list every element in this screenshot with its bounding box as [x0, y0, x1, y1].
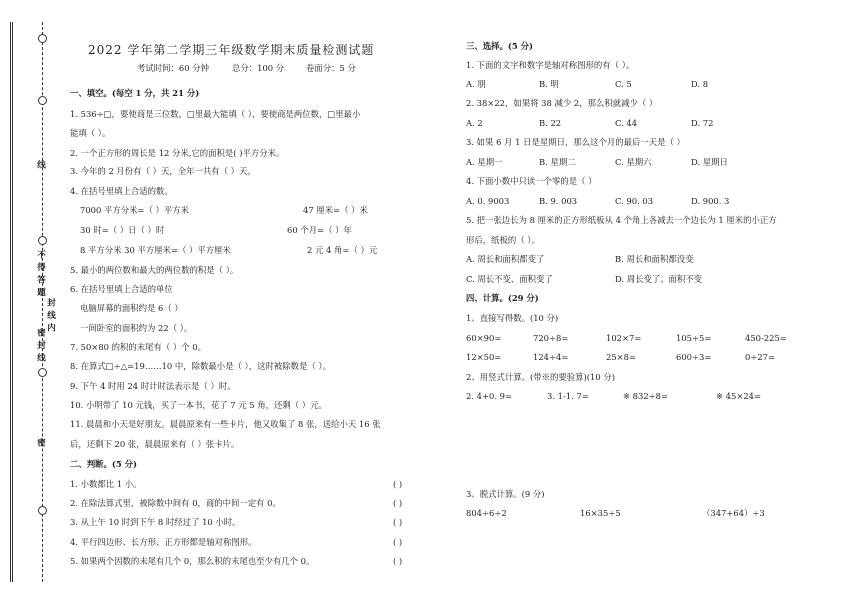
q4-row3-b: 2 元 4 角=（ ）元: [307, 245, 378, 255]
calc-r1-4: 105÷5=: [676, 333, 712, 343]
choice-q4-option-d[interactable]: D. 900. 3: [691, 196, 730, 206]
vertical-calc-3: ※ 832÷8=: [623, 391, 669, 401]
q9: 9. 下午 4 时用 24 时计时法表示是（ ）时。: [70, 381, 236, 391]
q6-a: 电脑屏幕的面积约是 6（ ）: [80, 303, 183, 313]
choice-q1: 1. 下面的文字和数字是轴对称图形的有（ ）。: [466, 60, 635, 70]
q7: 7. 50×80 的积的末尾有（ ）个 0。: [70, 342, 207, 352]
calc-r2-4: 600÷3=: [676, 352, 712, 362]
q11-line-1: 11. 晨晨和小天是好朋友。晨晨原来有一些卡片，他又收集了 8 张，送给小天 16 张: [70, 419, 381, 429]
choice-q4-option-b[interactable]: B. 9. 003: [539, 196, 578, 206]
exam-total: 总分：100 分: [232, 63, 285, 73]
choice-q3: 3. 如果 6 月 1 日是星期日，那么这个月的最后一天是（ ）: [466, 137, 685, 147]
choice-q1-option-b[interactable]: B. 明: [539, 79, 559, 89]
section-3-title: 三、选择。(5 分): [466, 41, 533, 51]
q4: 4. 在括号里填上合适的数。: [70, 186, 173, 196]
vertical-calc-1: 2. 4+0. 9=: [466, 391, 512, 401]
q2: 2. 一个正方形的周长是 12 分米,它的面积是( )平方分米。: [70, 148, 285, 158]
judge-item-2: 2. 在除法算式里，被除数中间有 0，商的中间一定有 0。: [70, 498, 281, 508]
choice-q5-option-b[interactable]: B. 周长和面积都没变: [615, 254, 694, 264]
section-2-title: 二、判断。(5 分): [70, 459, 137, 469]
binding-hole-1: [38, 34, 47, 43]
q10: 10. 小明带了 10 元钱，买了一本书，花了 7 元 5 角，还剩（ ）元。: [70, 400, 327, 410]
choice-q2-option-b[interactable]: B. 22: [539, 118, 562, 128]
q6: 6. 在括号里填上合适的单位: [70, 284, 173, 294]
binding-outer-line: [10, 22, 11, 582]
choice-q3-option-b[interactable]: B. 星期二: [539, 157, 576, 167]
q4-row1-a: 7000 平方分米=（ ）平方米: [80, 205, 190, 215]
binding-text-inside: 封线内: [45, 298, 56, 336]
vertical-calc-2: 3. 1-1. 7=: [547, 391, 589, 401]
choice-q4: 4. 下面小数中只读一个零的是（ ）: [466, 176, 597, 186]
binding-dashed-line: [42, 22, 43, 582]
binding-outer-line-2: [12, 22, 13, 582]
choice-q2-option-d[interactable]: D. 72: [691, 118, 714, 128]
choice-q1-option-c[interactable]: C. 5: [615, 79, 632, 89]
judge-item-3: 3. 从上午 10 时到下午 8 时经过了 10 小时。: [70, 517, 241, 527]
binding-char-mi: 密: [35, 438, 46, 447]
calc-r1-1: 60×90=: [466, 333, 502, 343]
judge-paren-5[interactable]: ( ): [393, 556, 403, 566]
choice-q4-option-a[interactable]: A. 0. 9003: [466, 196, 510, 206]
choice-q5-option-d[interactable]: D. 周长变了、面积不变: [615, 274, 703, 284]
calc-part-2-title: 2、用竖式计算。(带※的要验算)(10 分): [466, 372, 615, 382]
section-4-title: 四、计算。(29 分): [466, 293, 539, 303]
judge-item-1: 1. 小数都比 1 小。: [70, 479, 142, 489]
q3: 3. 今年的 2 月份有（ ）天，全年一共有（ ）天。: [70, 166, 256, 176]
section-1-title: 一、填空。(每空 1 分，共 21 分): [70, 88, 200, 98]
calc-r2-1: 12×50=: [466, 352, 502, 362]
choice-q5-line-2: 形后，纸板的（ ）。: [466, 235, 540, 245]
binding-text-no-answer: 不得答题: [35, 250, 46, 300]
choice-q2-option-c[interactable]: C. 44: [615, 118, 638, 128]
judge-item-4: 4. 平行四边形、长方形、正方形都是轴对称图形。: [70, 537, 257, 547]
calc-r2-3: 25×8=: [606, 352, 637, 362]
choice-q5-line-1: 5. 把一张边长为 8 厘米的正方形纸板从 4 个角上各减去一个边长为 1 厘米的小正方: [466, 215, 777, 225]
choice-q2-option-a[interactable]: A. 2: [466, 118, 483, 128]
binding-text-seal-line: 密封线: [35, 328, 46, 366]
calc-part-3-title: 3、脱式计算。(9 分): [466, 489, 545, 499]
binding-hole-5: [38, 506, 47, 515]
binding-char-xian: 线: [35, 160, 46, 169]
calc-r2-2: 124÷4=: [533, 352, 569, 362]
choice-q1-option-a[interactable]: A. 朋: [466, 79, 486, 89]
q4-row2-b: 60 个月=（ ）年: [287, 225, 352, 235]
binding-hole-4: [38, 368, 47, 377]
q8: 8. 在算式□÷△=19……10 中，除数最小是（ ），这时被除数是（ ）。: [70, 361, 331, 371]
binding-hole-2: [38, 96, 47, 105]
choice-q5-option-a[interactable]: A. 周长和面积都变了: [466, 254, 545, 264]
calc-r1-5: 450-225=: [745, 333, 787, 343]
exam-title: 2022 学年第二学期三年级数学期末质量检测试题: [88, 43, 375, 57]
q4-row3-a: 8 平方分米 30 平方厘米=（ ）平方厘米: [80, 245, 231, 255]
judge-paren-3[interactable]: ( ): [393, 517, 403, 527]
calc-part-1-title: 1、直接写得数。(10 分): [466, 313, 559, 323]
choice-q3-option-d[interactable]: D. 星期日: [691, 157, 728, 167]
judge-paren-4[interactable]: ( ): [393, 537, 403, 547]
choice-q2: 2. 38×22，如果将 38 减少 2，那么积就减少（ ）: [466, 98, 658, 108]
calc-r1-2: 720÷8=: [533, 333, 569, 343]
step-calc-1: 804÷6÷2: [466, 508, 507, 518]
calc-r2-5: 0÷27=: [745, 352, 776, 362]
step-calc-3: （347+64）÷3: [702, 508, 765, 518]
q6-b: 一间卧室的面积约为 22（ ）。: [80, 323, 193, 333]
choice-q4-option-c[interactable]: C. 90. 03: [615, 196, 654, 206]
step-calc-2: 16×35÷5: [580, 508, 621, 518]
exam-neatness-score: 卷面分：5 分: [306, 63, 356, 73]
judge-paren-2[interactable]: ( ): [393, 498, 403, 508]
judge-paren-1[interactable]: ( ): [393, 479, 403, 489]
vertical-calc-4: ※ 45×24=: [716, 391, 762, 401]
q1-line-1: 1. 536÷□，要使商是三位数，□里最大能填（ ），要使商是两位数，□里最小: [70, 109, 361, 119]
q4-row2-a: 30 时=（ ）日（ ）时: [80, 225, 165, 235]
calc-r1-3: 102×7=: [606, 333, 642, 343]
choice-q3-option-c[interactable]: C. 星期六: [615, 157, 652, 167]
q1-line-2: 能填（ ）。: [70, 128, 111, 138]
q5: 5. 最小的两位数和最大的两位数的积是（ ）。: [70, 265, 239, 275]
choice-q1-option-d[interactable]: D. 8: [691, 79, 709, 89]
choice-q3-option-a[interactable]: A. 星期一: [466, 157, 503, 167]
judge-item-5: 5. 如果两个因数的末尾有几个 0，那么积的末尾也至少有几个 0。: [70, 556, 315, 566]
exam-time: 考试时间：60 分钟: [137, 63, 209, 73]
binding-hole-3: [38, 236, 47, 245]
q11-line-2: 后，还剩下 20 张，晨晨原来有（ ）张卡片。: [70, 439, 240, 449]
choice-q5-option-c[interactable]: C. 周长不变、面积变了: [466, 274, 553, 284]
q4-row1-b: 47 厘米=（ ）米: [303, 205, 368, 215]
